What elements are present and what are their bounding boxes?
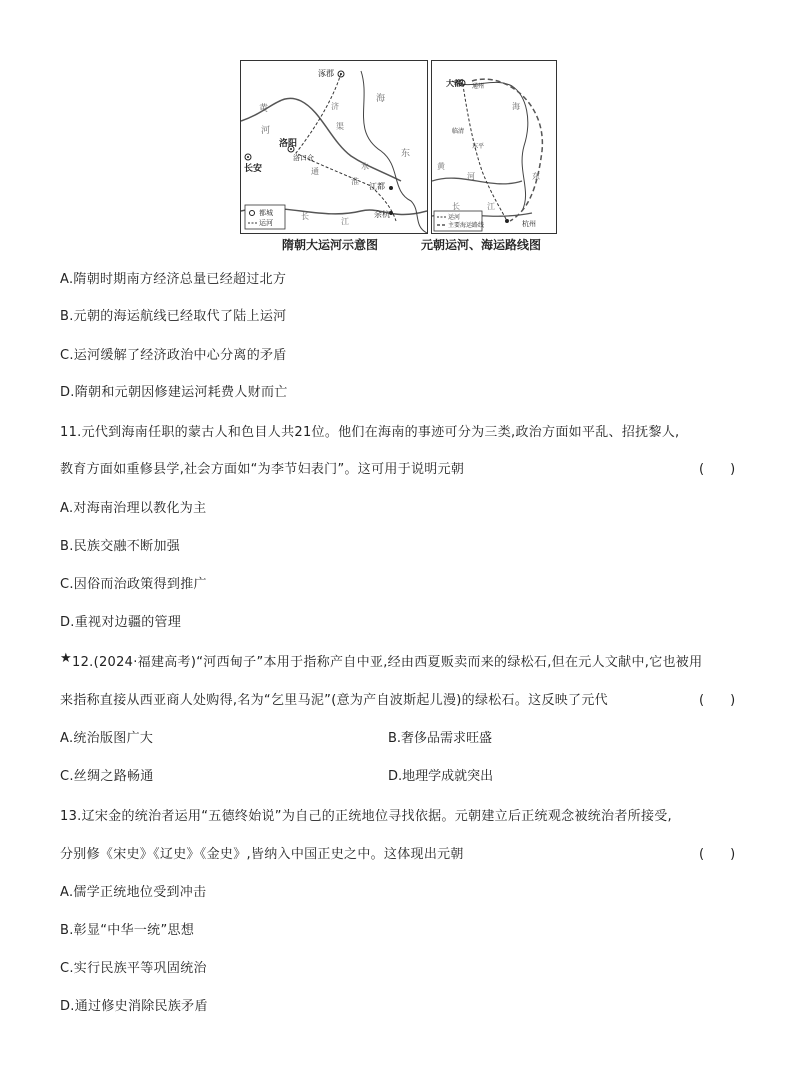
map-figure <box>240 60 556 232</box>
q13-option-c: C.实行民族平等巩固统治 <box>60 961 207 976</box>
label-hangzhou: 杭州 <box>522 220 536 228</box>
label-luokou: 洛口仓 <box>293 154 314 162</box>
q13-answer-bracket: ( ) <box>699 847 736 862</box>
label-changan: 长安 <box>244 164 263 174</box>
q12-answer-bracket: ( ) <box>699 693 736 708</box>
map-char: 东 <box>401 149 411 159</box>
q13-stem-line1: 13.辽宋金的统治者运用“五德终始说”为自己的正统地位寻找依据。元朝建立后正统观念被统治者所接受, <box>60 809 672 824</box>
map-char: 黄 <box>259 104 269 114</box>
map-char: 长 <box>301 212 309 221</box>
map-char: 海 <box>376 94 386 104</box>
q11-stem-line2: 教育方面如重修县学,社会方面如“为李节妇表门”。这可用于说明元朝 <box>60 462 465 477</box>
q12-option-b: B.奢侈品需求旺盛 <box>388 731 493 746</box>
legend-canal: 运河 <box>448 214 461 221</box>
legend-capital: 都城 <box>259 209 273 217</box>
label-jiangdu: 江都 <box>369 182 385 191</box>
q11-option-b: B.民族交融不断加强 <box>60 539 181 554</box>
q13-stem-line2: 分别修《宋史》《辽史》《金史》,皆纳入中国正史之中。这体现出元朝 <box>60 847 464 862</box>
map-char: 黄 <box>437 162 445 171</box>
q10-option-c: C.运河缓解了经济政治中心分离的矛盾 <box>60 348 287 363</box>
q11-option-c: C.因俗而治政策得到推广 <box>60 577 207 592</box>
q10-option-b: B.元朝的海运航线已经取代了陆上运河 <box>60 309 287 324</box>
label-linqing: 临清 <box>452 128 465 135</box>
map-char: 淮 <box>351 177 359 186</box>
yuan-map-caption: 元朝运河、海运路线图 <box>421 238 542 252</box>
q12-option-a: A.统治版图广大 <box>60 731 154 746</box>
label-dongping: 东平 <box>472 143 485 150</box>
map-char: 渠 <box>336 122 344 131</box>
q11-answer-bracket: ( ) <box>699 462 736 477</box>
legend-canal: 运河 <box>259 219 273 227</box>
label-yuhang: 余杭 <box>374 210 390 219</box>
q11-option-d: D.重视对边疆的管理 <box>60 615 182 630</box>
star-icon: ★ <box>60 651 72 666</box>
map-char: 东 <box>532 172 540 181</box>
yuan-canal-sea-map <box>431 60 557 234</box>
label-tongzhou: 通州 <box>472 83 485 90</box>
q11-stem-line1: 11.元代到海南任职的蒙古人和色目人共21位。他们在海南的事迹可分为三类,政治方面如平乱、招抚黎人, <box>60 425 680 440</box>
q12-stem-line2: 来指称直接从西亚商人处购得,名为“乞里马泥”(意为产自波斯起儿漫)的绿松石。这反映了元代 <box>60 693 608 708</box>
q10-option-d: D.隋朝和元朝因修建运河耗费人财而亡 <box>60 385 288 400</box>
sui-map-caption: 隋朝大运河示意图 <box>282 238 379 252</box>
map-char: 河 <box>261 126 271 136</box>
q13-option-a: A.儒学正统地位受到冲击 <box>60 885 207 900</box>
map-char: 河 <box>467 172 475 181</box>
label-luoyang: 洛阳 <box>279 139 298 149</box>
label-dadu: 大都 <box>446 79 462 88</box>
q12-stem-line1: 12.(2024·福建高考)“河西甸子”本用于指称产自中亚,经由西夏贩卖而来的绿松石,但在元人文献中,它也被用 <box>72 655 703 670</box>
sui-canal-map <box>240 60 428 234</box>
map-char: 水 <box>361 162 369 171</box>
q10-option-a: A.隋朝时期南方经济总量已经超过北方 <box>60 272 287 287</box>
label-zhuojun: 涿郡 <box>318 69 334 78</box>
q11-option-a: A.对海南治理以教化为主 <box>60 501 207 516</box>
map-char: 海 <box>512 102 520 111</box>
map-char: 通 <box>311 167 319 176</box>
map-char: 济 <box>331 102 339 111</box>
map-char: 江 <box>487 202 495 211</box>
q13-option-b: B.彰显“中华一统”思想 <box>60 923 195 938</box>
q13-option-d: D.通过修史消除民族矛盾 <box>60 999 208 1014</box>
map-char: 江 <box>341 217 349 226</box>
q12-option-d: D.地理学成就突出 <box>388 769 494 784</box>
legend-sea-route: 主要海运路线 <box>448 222 485 229</box>
q12-option-c: C.丝绸之路畅通 <box>60 769 154 784</box>
map-char: 长 <box>452 202 460 211</box>
